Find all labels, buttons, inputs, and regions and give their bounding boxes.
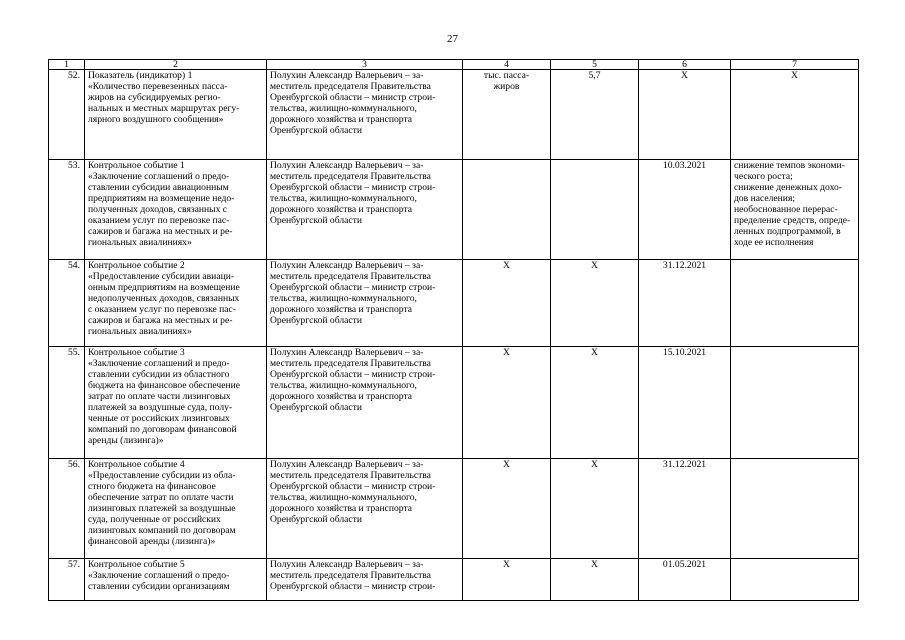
table-row xyxy=(49,70,859,160)
column-number: 1 xyxy=(49,60,85,70)
row-value: X xyxy=(551,260,639,347)
row-title: Контрольное событие 5 «Заключение соглашений о предо- ставлении субсидии организациям xyxy=(85,559,267,601)
row-date: 01.05.2021 xyxy=(639,559,731,601)
column-number: 7 xyxy=(731,60,859,70)
row-number: 52. xyxy=(49,70,85,160)
row-number: 57. xyxy=(49,559,85,601)
row-responsible: Полухин Александр Валерьевич – за- меститель председателя Правительства Оренбургской области – министр строи- тельства, жилищно-коммунального, дорожного хозяйства и транспорта Оренбургской области xyxy=(267,347,463,459)
table-row xyxy=(49,260,859,347)
row-unit: X xyxy=(463,559,551,601)
column-number: 5 xyxy=(551,60,639,70)
row-unit xyxy=(463,160,551,260)
row-title: Показатель (индикатор) 1 «Количество перевезенных пасса- жиров на субсидируемых регио- нальных и местных маршрутах регу- лярного воздушного сообщения» xyxy=(85,70,267,160)
row-risk: снижение темпов экономи- ческого роста; снижение денежных дохо- дов населения; необоснованное перерас- пределение средств, опреде- ленных подпрограммой, в ходе ее исполнения xyxy=(731,160,859,260)
row-value: X xyxy=(551,347,639,459)
row-number: 54. xyxy=(49,260,85,347)
row-risk: X xyxy=(731,70,859,160)
row-unit: тыс. пасса- жиров xyxy=(463,70,551,160)
row-value: 5,7 xyxy=(551,70,639,160)
table-row xyxy=(49,160,859,260)
row-value: X xyxy=(551,459,639,559)
row-responsible: Полухин Александр Валерьевич – за- меститель председателя Правительства Оренбургской области – министр строи- тельства, жилищно-коммунального, дорожного хозяйства и транспорта Оренбургской области xyxy=(267,160,463,260)
row-risk xyxy=(731,459,859,559)
row-title: Контрольное событие 4 «Предоставление субсидии из обла- стного бюджета на финансовое обеспечение затрат по оплате части лизинговых платежей за воздушные суда, полученные от российских лизинговых компаний по договорам финансовой аренды (лизинга)» xyxy=(85,459,267,559)
column-number: 4 xyxy=(463,60,551,70)
column-number-row xyxy=(49,60,859,70)
row-responsible: Полухин Александр Валерьевич – за- меститель председателя Правительства Оренбургской области – министр строи- xyxy=(267,559,463,601)
row-responsible: Полухин Александр Валерьевич – за- меститель председателя Правительства Оренбургской области – министр строи- тельства, жилищно-коммунального, дорожного хозяйства и транспорта Оренбургской области xyxy=(267,260,463,347)
row-number: 55. xyxy=(49,347,85,459)
row-risk xyxy=(731,559,859,601)
column-number: 3 xyxy=(267,60,463,70)
row-title: Контрольное событие 2 «Предоставление субсидии авиаци- онным предприятиям на возмещение недополученных доходов, связанных с оказанием услуг по перевозке пас- сажиров и багажа на местных и ре- гиональных авиалиниях» xyxy=(85,260,267,347)
row-number: 56. xyxy=(49,459,85,559)
row-date: 31.12.2021 xyxy=(639,459,731,559)
row-value: X xyxy=(551,559,639,601)
row-unit: X xyxy=(463,260,551,347)
row-number: 53. xyxy=(49,160,85,260)
table-row xyxy=(49,459,859,559)
row-date: 15.10.2021 xyxy=(639,347,731,459)
row-risk xyxy=(731,347,859,459)
row-date: X xyxy=(639,70,731,160)
row-risk xyxy=(731,260,859,347)
column-number: 2 xyxy=(85,60,267,70)
row-date: 31.12.2021 xyxy=(639,260,731,347)
row-responsible: Полухин Александр Валерьевич – за- меститель председателя Правительства Оренбургской области – министр строи- тельства, жилищно-коммунального, дорожного хозяйства и транспорта Оренбургской области xyxy=(267,459,463,559)
row-unit: X xyxy=(463,347,551,459)
row-title: Контрольное событие 1 «Заключение соглашений о предо- ставлении субсидии авиационным предприятиям на возмещение недо- полученных доходов, связанных с оказанием услуг по перевозке пас- сажиров и багажа на местных и ре- гиональных авиалиниях» xyxy=(85,160,267,260)
table-row xyxy=(49,347,859,459)
table-row xyxy=(49,559,859,601)
page-number: 27 xyxy=(447,33,458,45)
row-responsible: Полухин Александр Валерьевич – за- меститель председателя Правительства Оренбургской области – министр строи- тельства, жилищно-коммунального, дорожного хозяйства и транспорта Оренбургской области xyxy=(267,70,463,160)
row-value xyxy=(551,160,639,260)
row-title: Контрольное событие 3 «Заключение соглашений и предо- ставлении субсидии из областного бюджета на финансовое обеспечение затрат по оплате части лизинговых платежей за воздушные суда, полу- ченные от российских лизинговых компаний по договорам финансовой аренды (лизинга)» xyxy=(85,347,267,459)
column-number: 6 xyxy=(639,60,731,70)
row-date: 10.03.2021 xyxy=(639,160,731,260)
event-table xyxy=(48,59,859,601)
row-unit: X xyxy=(463,459,551,559)
